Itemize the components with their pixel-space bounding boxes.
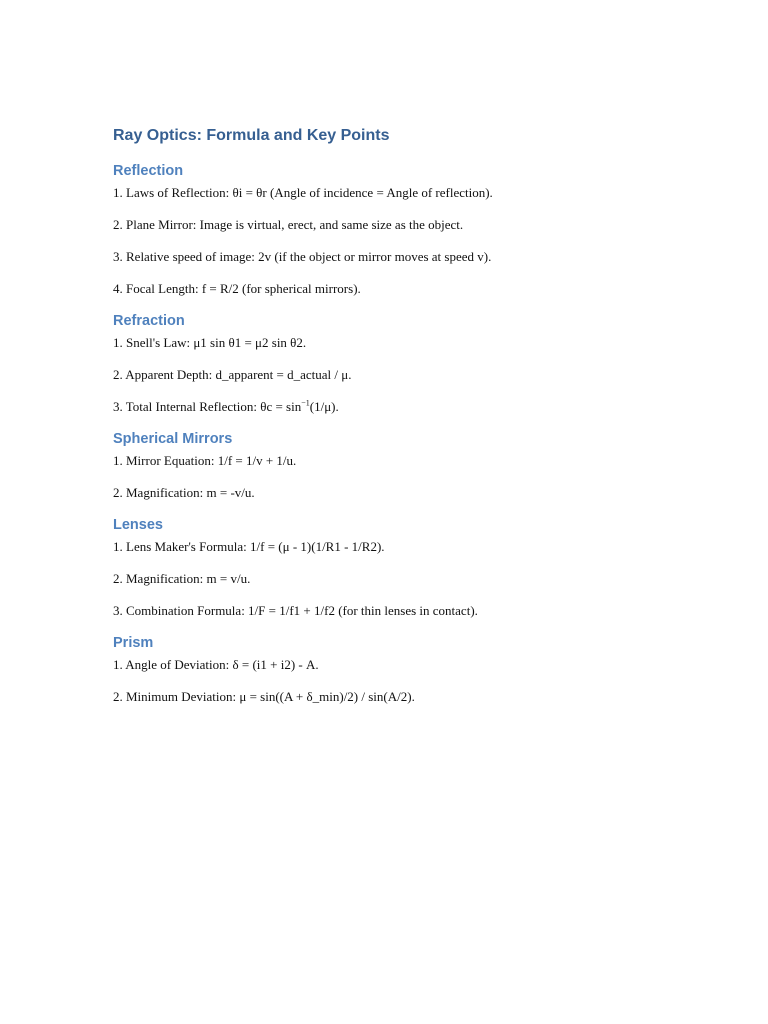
list-item: 3. Combination Formula: 1/F = 1/f1 + 1/f2 (for thin lenses in contact). [113, 603, 478, 618]
list-item: 2. Apparent Depth: d_apparent = d_actual / μ. [113, 367, 352, 382]
list-item: 1. Snell's Law: μ1 sin θ1 = μ2 sin θ2. [113, 335, 307, 350]
section-prism [113, 633, 713, 707]
section-heading: Spherical Mirrors [113, 431, 233, 447]
tir-superscript: −1 [301, 398, 310, 408]
list-item-total-internal-reflection [113, 397, 713, 417]
document-title: Ray Optics: Formula and Key Points [113, 127, 390, 144]
section-heading: Reflection [113, 163, 184, 179]
section-heading: Prism [113, 635, 154, 651]
section-heading: Refraction [113, 313, 185, 329]
tir-text-prefix: 3. Total Internal Reflection: θc = sin [113, 399, 302, 414]
list-item: 2. Magnification: m = -v/u. [113, 485, 255, 500]
section-refraction [113, 311, 713, 417]
list-item: 2. Minimum Deviation: μ = sin((A + δ_min)/2) / sin(A/2). [113, 689, 415, 704]
list-item: 1. Angle of Deviation: δ = (i1 + i2) - A. [113, 657, 319, 672]
list-item: 1. Mirror Equation: 1/f = 1/v + 1/u. [113, 453, 297, 468]
tir-text-suffix: (1/μ). [309, 399, 339, 414]
list-item: 3. Relative speed of image: 2v (if the object or mirror moves at speed v). [113, 249, 492, 264]
list-item: 4. Focal Length: f = R/2 (for spherical mirrors). [113, 281, 361, 296]
list-item: 2. Plane Mirror: Image is virtual, erect, and same size as the object. [113, 217, 464, 232]
section-spherical-mirrors [113, 429, 713, 503]
section-reflection [113, 161, 713, 299]
section-lenses [113, 515, 713, 621]
list-item: 1. Laws of Reflection: θi = θr (Angle of incidence = Angle of reflection). [113, 185, 493, 200]
list-item: 1. Lens Maker's Formula: 1/f = (μ - 1)(1/R1 - 1/R2). [113, 539, 385, 554]
list-item: 2. Magnification: m = v/u. [113, 571, 251, 586]
section-heading: Lenses [113, 517, 163, 533]
document-page [113, 125, 713, 719]
